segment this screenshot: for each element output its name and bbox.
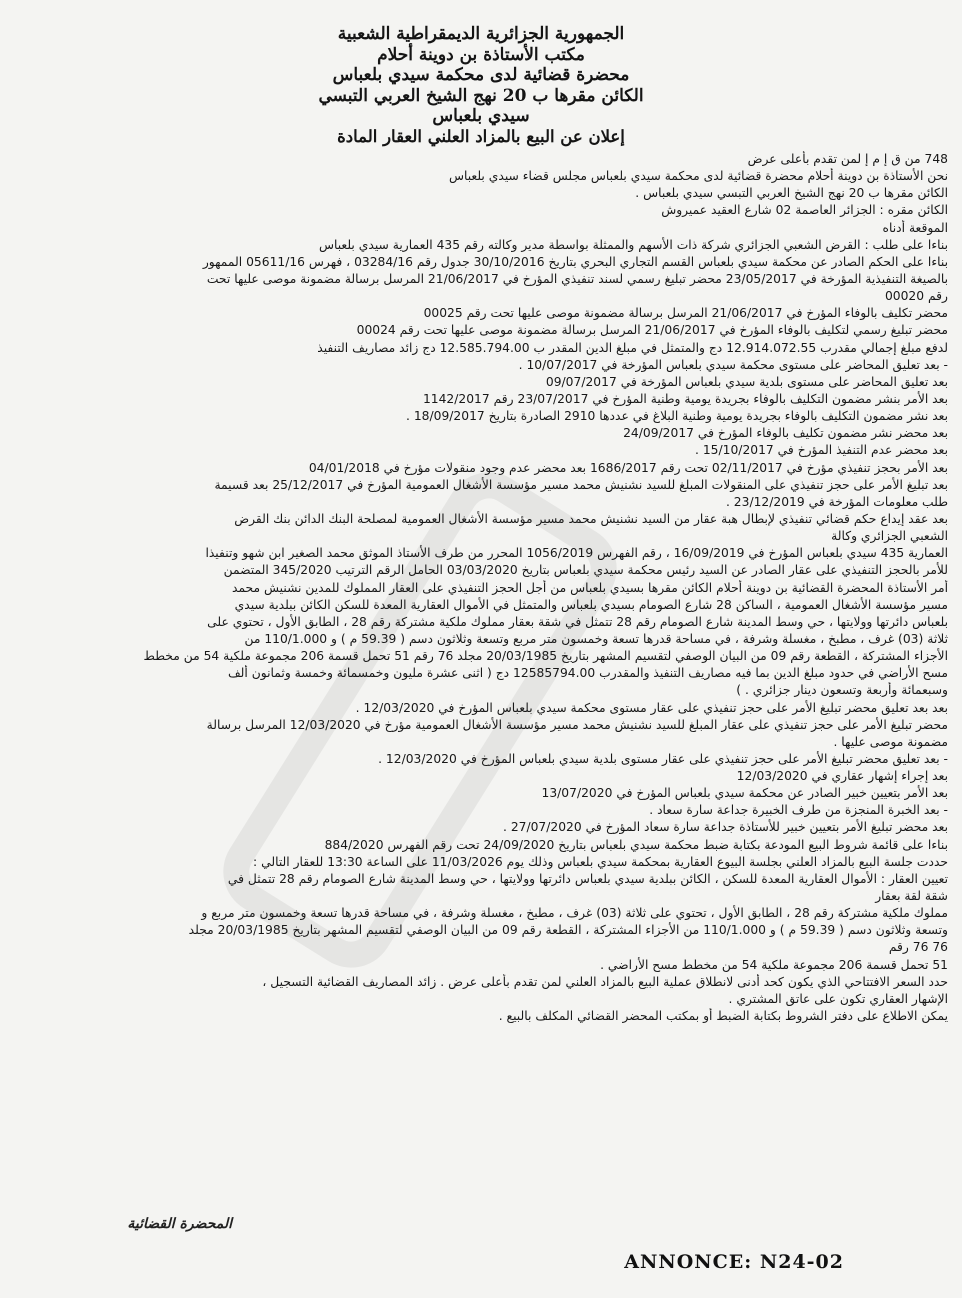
body-line: بالصيغة التنفيذية المؤرخة في 23/05/2017 محضر تبليغ رسمي لسند تنفيذي المؤرخ في 21/06/2017 المرسل برسالة مضمونة موصى عليها تحت (206, 271, 948, 286)
signature-label: المحضرة القضائية (127, 1216, 232, 1232)
body-line: وتسعة وثلاثون دسم ( 59.39 م ) و 110/1.000 من الأجزاء المشتركة ، القطعة رقم 09 من البيان الوصفي لتقسيم المشهر بتاريخ 20/03/1985 مجلد (188, 923, 948, 938)
body-line: بناءا على قائمة شروط البيع المودعة بكتابة ضبط محكمة سيدي بلعباس بتاريخ 24/09/2020 تحت رقم الفهرس 884/2020 (324, 837, 948, 852)
body-line: بعد إجراء إشهار عقاري في 12/03/2020 (736, 769, 948, 784)
body-line: بلعباس دائرتها وولايتها ، حي وسط المدينة شارع الصومام رقم 28 تتمثل في شقة بعقار مملوك ملكية مشتركة رقم 28 ، الطابق الأول ، تحتوي على (207, 614, 948, 629)
header-line-office: مكتب الأستاذة بن دوينة أحلام (377, 44, 585, 65)
header-line-republic: الجمهورية الجزائرية الديمقراطية الشعبية (337, 24, 625, 44)
body-line: بعد نشر مضمون التكليف بالوفاء بجريدة يومية وطنية البلاغ في عددها 2910 الصادرة بتاريخ 18/09/2017 . (406, 409, 948, 424)
header-line-bailiff: محضرة قضائية لدى محكمة سيدي بلعباس (332, 65, 630, 86)
body-line: للأمر بالحجز التنفيذي على عقار الصادر عن السيد رئيس محكمة سيدي بلعباس بتاريخ 03/03/2020 الحامل الرقم الترتيب 345/2020 المتضمن (223, 563, 948, 578)
body-line: بعد بعد تعليق محضر تبليغ الأمر على حجز تنفيذي على عقار مستوى محكمة سيدي بلعباس المؤرخ في 12/03/2020 . (355, 700, 948, 715)
header-line-address: الكائن مقرها ب 20 نهج الشيخ العربي التبسي (318, 85, 644, 106)
body-line: رقم 00020 (884, 289, 948, 304)
body-line: لدفع مبلغ إجمالي مقدرب 12.914.072.55 دج والمتمثل في مبلغ الدين المقدر ب 12.585.794.00 دج زائد مصاريف التنفيذ (317, 340, 948, 355)
body-line: محضر تبليغ الأمر على حجز تنفيذي على عقار المبلغ للسيد نشنيش محمد مسير مؤسسة الأشغال العمومية مؤرخ في 12/03/2020 المرسل برسالة (206, 717, 948, 732)
body-line: 748 من ق إ م إ لمن تقدم بأعلى عرض (747, 152, 948, 166)
body-line: بعد الأمر بحجز تنفيذي مؤرخ في 02/11/2017 تحت رقم 1686/2017 بعد محضر عدم وجود منقولات مؤرخ في 04/01/2018 (308, 460, 948, 475)
body-line: الكائن مقرها ب 20 نهج الشيخ العربي التبسي سيدي بلعباس . (635, 186, 948, 201)
body-line: ثلاثة (03) غرف ، مطبخ ، مغسلة وشرفة ، في مساحة قدرها تسعة وخمسون متر مربع وتسعة وثلاثون دسم ( 59.39 م ) و 110/1.000 من (244, 631, 948, 646)
body-line: - بعد الخبرة المنجزة من طرف الخبيرة جداعة سارة سعاد . (649, 803, 948, 818)
body-line: - بعد تعليق المحاضر على مستوى محكمة سيدي بلعباس المؤرخة في 10/07/2017 . (518, 357, 948, 372)
body-line: بعد محضر عدم التنفيذ المؤرخ في 15/10/2017 . (695, 443, 948, 458)
body-line: - بعد تعليق محضر تبليغ الأمر على حجز تنفيذي على عقار مستوى بلدية سيدي بلعباس المؤرخ في 12/03/2020 . (378, 751, 948, 766)
body-line: بعد الأمر بنشر مضمون التكليف بالوفاء بجريدة يومية وطنية المؤرخ في 23/07/2017 رقم 1142/2017 (422, 391, 948, 406)
body-line: الشعبي الجزائري وكالة (831, 529, 948, 544)
body-line: بعد الأمر بتعيين خبير الصادر عن محكمة سيدي بلعباس المؤرخ في 13/07/2020 (541, 786, 948, 801)
body-line: مملوك ملكية مشتركة رقم 28 ، الطابق الأول ، تحتوي على ثلاثة (03) غرف ، مطبخ ، مغسلة وشرفة ، في مساحة قدرها تسعة وخمسون متر مربع و (201, 906, 948, 921)
body-line: بناءا على طلب : القرض الشعبي الجزائري شركة ذات الأسهم والممثلة بواسطة مدير وكالته رقم 435 العمارية سيدي بلعباس (318, 237, 948, 252)
body-line: محضر تكليف بالوفاء المؤرخ في 21/06/2017 المرسل برسالة مضمونة موصى عليها تحت رقم 00025 (423, 306, 948, 321)
body-line: 51 تحمل قسمة 206 مجموعة ملكية 54 من مخطط مسح الأراضي . (600, 957, 948, 972)
body-line: حدد السعر الافتتاحي الذي يكون كحد أدنى لانطلاق عملية البيع بالمزاد العلني لمن تقدم بأعلى عرض . زائد المصاريف القضائية التسجيل ، (262, 974, 948, 989)
body-line: الأجزاء المشتركة ، القطعة رقم 09 من البيان الوصفي لتقسيم المشهر بتاريخ 20/03/1985 مجلد 76 رقم 51 تحمل قسمة 206 مجموعة ملكية 54 من مخطط (143, 649, 948, 664)
body-line: العمارية 435 سيدي بلعباس المؤرخ في 16/09/2019 ، رقم الفهرس 1056/2019 المحرر من طرف الأستاذ الموثق محمد الصغير ابن شهو وتنفيذا (205, 546, 948, 561)
annonce-number: ANNONCE: N24-02 (624, 1251, 844, 1273)
body-line: طلب معلومات المؤرخة في 23/12/2019 . (725, 494, 948, 509)
body-line: بعد عقد إيداع حكم قضائي تنفيذي لإبطال هبة عقار من السيد نشنيش محمد مسير مؤسسة الأشغال العمومية لمصلحة البنك الدائن بنك القرض (234, 511, 948, 526)
body-line: بعد محضر تبليغ الأمر بتعيين خبير للأستاذة جداعة سارة سعاد المؤرخ في 27/07/2020 . (502, 820, 948, 835)
body-line: وسبعمائة وأربعة وتسعون دينار جزائري . ) (736, 683, 948, 698)
body-line: مسير مؤسسة الأشغال العمومية ، الساكن 28 شارع الصومام بسيدي بلعباس والمتمثل في الأموال العقارية المعدة للسكن الكائن ببلدية سيدي (234, 597, 948, 612)
body-line: شقة لقة بعقار (875, 889, 948, 904)
body-line: نحن الأستاذة بن دوينة أحلام محضرة قضائية لدى محكمة سيدي بلعباس مجلس قضاء سيدي بلعباس (448, 169, 948, 184)
header-line-announcement-title: إعلان عن البيع بالمزاد العلني العقار المادة (337, 126, 625, 146)
body-line: بناءا على الحكم الصادر عن محكمة سيدي بلعباس القسم التجاري البحري بتاريخ 30/10/2016 جدول رقم 03284/16 ، فهرس 05611/16 الممهور (202, 254, 948, 269)
header-line-city: سيدي بلعباس (432, 106, 530, 127)
body-line: مضمونة موصى عليها . (833, 734, 948, 749)
body-line: مسح الأراضي في حدود مبلغ الدين بما فيه مصاريف التنفيذ والمقدرب 12585794.00 دج ( اثنى عشرة مليون وخمسمائة وخمسة وثمانون ألف (227, 666, 948, 681)
body-line: 76 76 رقم (888, 940, 948, 955)
body-line: أمر الأستاذة المحضرة القضائية بن دوينة أحلام الكائن مقرها بسيدي بلعباس من أجل الحجز التنفيذي على العقار المملوك للمدين نشنيش محمد (231, 580, 948, 595)
body-line: يمكن الاطلاع على دفتر الشروط بكتابة الضبط أو بمكتب المحضر القضائي المكلف بالبيع . (498, 1009, 948, 1024)
header-block (120, 24, 842, 148)
body-line: تعيين العقار : الأموال العقارية المعدة للسكن ، الكائن ببلدية سيدي بلعباس دائرتها وولايتها ، حي وسط المدينة شارع الصومام رقم 28 تتمثل في (227, 871, 948, 886)
body-line: الكائن مقره : الجزائر العاصمة 02 شارع العقيد عميروش (661, 203, 948, 218)
body-line: بعد محضر نشر مضمون تكليف بالوفاء المؤرخ في 24/09/2017 (623, 426, 948, 441)
body-line: بعد تبليغ الأمر على حجز تنفيذي على المنقولات المبلغ للسيد نشنيش محمد مسير مؤسسة الأشغال العمومية المؤرخ في 25/12/2017 بعد قسيمة (214, 477, 948, 492)
announcement-body (12, 151, 948, 1025)
body-line: بعد تعليق المحاضر على مستوى بلدية سيدي بلعباس المؤرخة في 09/07/2017 (545, 374, 948, 389)
body-line: الموقعة أدناه (882, 220, 948, 235)
body-line: محضر تبليغ رسمي لتكليف بالوفاء المؤرخ في 21/06/2017 المرسل برسالة مضمونة موصى عليها تحت رقم 00024 (356, 323, 948, 338)
body-line: حددت جلسة البيع بالمزاد العلني بجلسة البيوع العقارية بمحكمة سيدي بلعباس وذلك يوم 11/03/2026 على الساعة 13:30 للعقار التالي : (253, 854, 948, 869)
body-line: الإشهار العقاري تكون على عاتق المشتري . (728, 991, 948, 1006)
